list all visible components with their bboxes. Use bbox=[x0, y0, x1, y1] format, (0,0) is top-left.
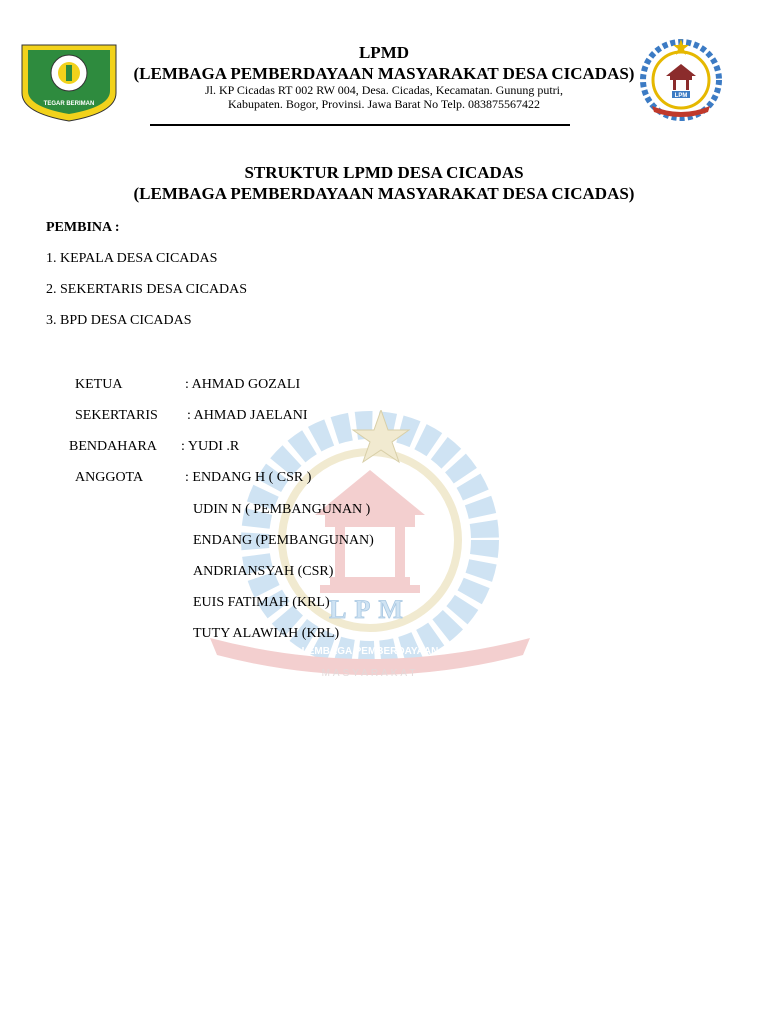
officer-name-anggota: : ENDANG H ( CSR ) bbox=[185, 470, 312, 485]
pembina-item: 3. BPD DESA CICADAS bbox=[46, 313, 192, 328]
org-full-name: (LEMBAGA PEMBERDAYAAN MASYARAKAT DESA CICADAS) bbox=[133, 64, 635, 83]
officer-name-bendahara: : YUDI .R bbox=[181, 439, 240, 454]
address-line-1: Jl. KP Cicadas RT 002 RW 004, Desa. Cicadas, Kecamatan. Gunung putri, bbox=[204, 83, 563, 97]
officer-role-sekertaris: SEKERTARIS bbox=[75, 408, 158, 423]
member-item: EUIS FATIMAH (KRL) bbox=[193, 595, 330, 610]
logo-lpm-text: LPM bbox=[674, 93, 688, 99]
watermark-ribbon-text-2: MASYARAKAT bbox=[321, 668, 419, 679]
logo-motto: TEGAR BERIMAN bbox=[43, 101, 95, 107]
officer-role-anggota: ANGGOTA bbox=[75, 470, 144, 485]
pembina-item: 1. KEPALA DESA CICADAS bbox=[46, 251, 218, 266]
document-title: STRUKTUR LPMD DESA CICADAS bbox=[244, 163, 524, 182]
org-short-name: LPMD bbox=[358, 43, 410, 62]
member-item: UDIN N ( PEMBANGUNAN ) bbox=[193, 502, 371, 517]
pembina-item: 2. SEKERTARIS DESA CICADAS bbox=[46, 282, 248, 297]
officer-name-sekertaris: : AHMAD JAELANI bbox=[187, 408, 308, 423]
member-item: ANDRIANSYAH (CSR) bbox=[193, 564, 334, 579]
document-subtitle: (LEMBAGA PEMBERDAYAAN MASYARAKAT DESA CICADAS) bbox=[133, 184, 635, 203]
header-divider bbox=[150, 124, 570, 126]
lpm-watermark-icon bbox=[205, 410, 535, 690]
member-item: TUTY ALAWIAH (KRL) bbox=[193, 626, 340, 641]
member-item: ENDANG (PEMBANGUNAN) bbox=[193, 533, 374, 548]
watermark-lpm-text: LPM bbox=[329, 595, 411, 624]
officer-role-bendahara: BENDAHARA bbox=[69, 439, 157, 454]
officer-name-ketua: : AHMAD GOZALI bbox=[185, 377, 301, 392]
officer-role-ketua: KETUA bbox=[75, 377, 123, 392]
watermark-ribbon-text: LEMBAGA PEMBERDAYAAN bbox=[301, 646, 439, 657]
pembina-heading: PEMBINA : bbox=[46, 220, 120, 235]
address-line-2: Kabupaten. Bogor, Provinsi. Jawa Barat No Telp. 083875567422 bbox=[227, 97, 541, 111]
